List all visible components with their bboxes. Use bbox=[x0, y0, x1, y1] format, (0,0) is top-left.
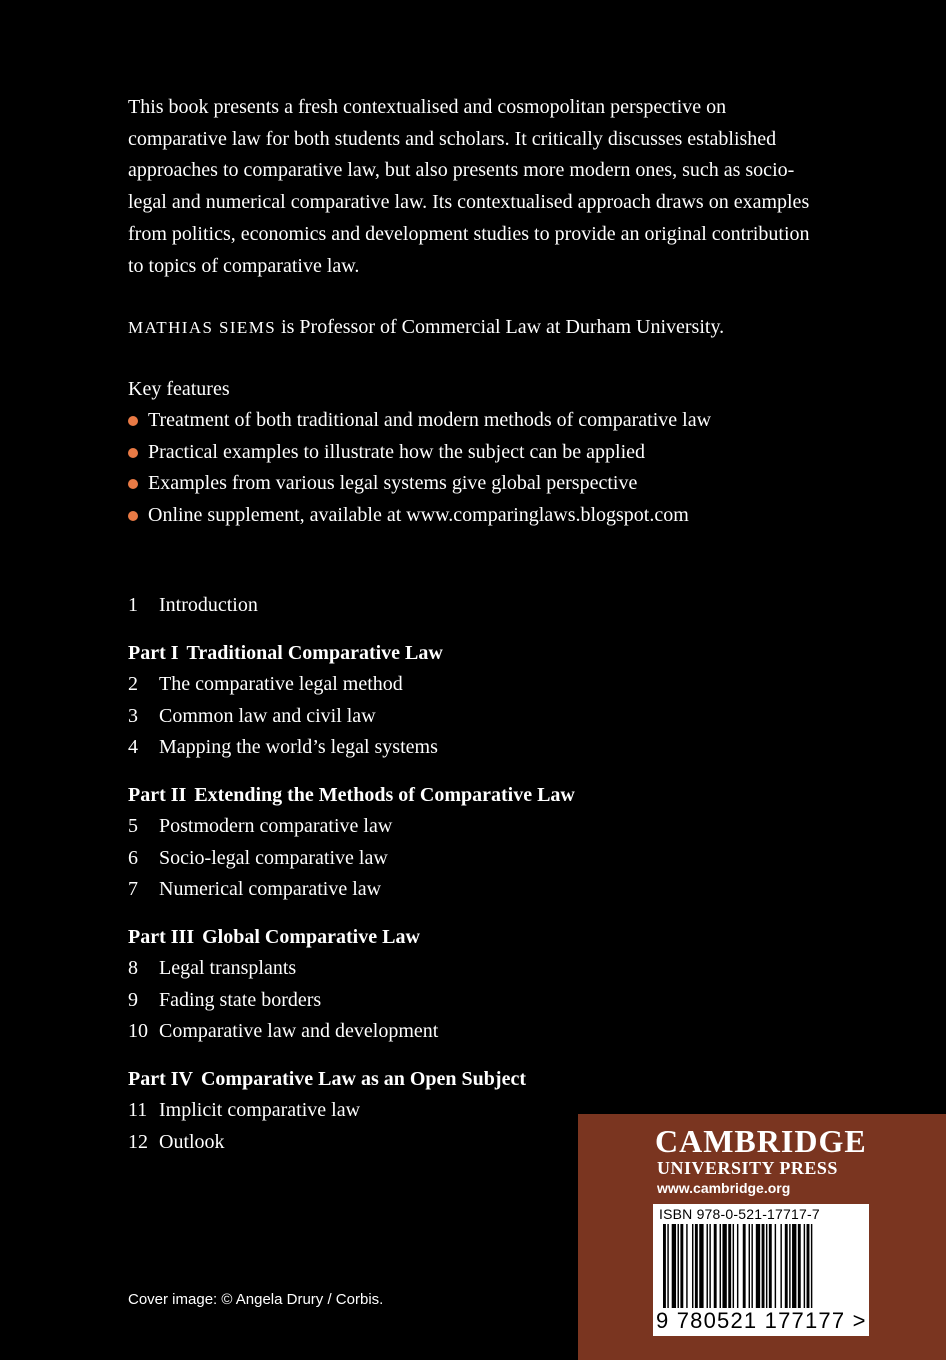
part-title: Extending the Methods of Comparative Law bbox=[194, 783, 575, 806]
chapter-number: 3 bbox=[128, 704, 138, 727]
barcode-bar bbox=[680, 1224, 683, 1308]
chapter-title: Numerical comparative law bbox=[159, 878, 382, 900]
barcode-bar bbox=[722, 1224, 726, 1308]
feature-item-text: Online supplement, available at www.comparinglaws.blogspot.com bbox=[148, 503, 689, 526]
publisher-subtitle: UNIVERSITY PRESS bbox=[657, 1158, 838, 1178]
toc-chapter bbox=[128, 874, 575, 906]
barcode-bar bbox=[749, 1224, 750, 1308]
feature-item bbox=[128, 437, 711, 469]
barcode-bar bbox=[811, 1224, 812, 1308]
barcode-bar bbox=[792, 1224, 796, 1308]
barcode-bar bbox=[762, 1224, 765, 1308]
barcode-bar bbox=[780, 1224, 781, 1308]
chapter-title: Legal transplants bbox=[159, 957, 297, 979]
toc-chapter bbox=[128, 985, 575, 1017]
publisher-logo-text: CAMBRIDGE bbox=[655, 1123, 867, 1159]
chapter-number: 9 bbox=[128, 988, 138, 1011]
toc-chapter bbox=[128, 1127, 575, 1159]
isbn-number: ISBN 978-0-521-17717-7 bbox=[659, 1206, 820, 1222]
part-title: Traditional Comparative Law bbox=[186, 641, 443, 664]
chapter-number: 12 bbox=[128, 1130, 148, 1153]
barcode-bar bbox=[785, 1224, 788, 1308]
part-number: Part I bbox=[128, 641, 179, 664]
barcode-bar bbox=[798, 1224, 801, 1308]
feature-item-text: Treatment of both traditional and modern methods of comparative law bbox=[148, 409, 712, 431]
chapter-number: 11 bbox=[128, 1099, 148, 1121]
barcode-bar bbox=[766, 1224, 767, 1308]
barcode-bar bbox=[728, 1224, 731, 1308]
chapter-title: Introduction bbox=[159, 594, 258, 616]
toc-part-heading bbox=[128, 922, 575, 954]
barcode-panel bbox=[653, 1204, 869, 1336]
author-bio-text: is Professor of Commercial Law at Durham University. bbox=[276, 316, 725, 338]
barcode-bar bbox=[709, 1224, 710, 1308]
chapter-title: Socio-legal comparative law bbox=[159, 846, 388, 869]
chapter-title: Postmodern comparative law bbox=[159, 815, 393, 837]
barcode-bar bbox=[686, 1224, 687, 1308]
chapter-title: Common law and civil law bbox=[159, 704, 376, 727]
toc-chapter bbox=[128, 701, 575, 733]
barcode-bar bbox=[737, 1224, 738, 1308]
bullet-icon bbox=[128, 511, 138, 521]
blurb-text: This book presents a fresh contextualised and cosmopolitan perspective on comparative law for both students and scholars. It critically discusses established approaches to comparative law, but also presents more modern ones, such as socio-legal and numerical comparative law. Its contextualised approach draws on examples from politics, economics and development studies to provide an original contribution to topics of comparative law. bbox=[128, 96, 810, 277]
chapter-number: 6 bbox=[128, 846, 138, 869]
publisher-box bbox=[578, 1114, 946, 1360]
toc-chapter bbox=[128, 590, 575, 622]
barcode-bar bbox=[720, 1224, 721, 1308]
barcode-bar bbox=[663, 1224, 666, 1308]
barcode-bar bbox=[751, 1224, 752, 1308]
barcode-icon bbox=[661, 1224, 861, 1308]
part-number: Part II bbox=[128, 783, 187, 806]
author-bio bbox=[128, 312, 724, 343]
barcode-bar bbox=[707, 1224, 708, 1308]
barcode-bar bbox=[789, 1224, 790, 1308]
chapter-title: Implicit comparative law bbox=[159, 1099, 361, 1121]
key-features-heading: Key features bbox=[128, 378, 230, 400]
toc-chapter bbox=[128, 1095, 575, 1127]
toc-part-heading bbox=[128, 1064, 575, 1096]
barcode-bar bbox=[692, 1224, 693, 1308]
feature-item-text: Practical examples to illustrate how the subject can be applied bbox=[148, 440, 646, 463]
toc-chapter bbox=[128, 1016, 575, 1048]
barcode-digits: 9 780521 177177 > bbox=[656, 1308, 867, 1333]
part-title: Global Comparative Law bbox=[202, 925, 420, 948]
feature-item bbox=[128, 500, 711, 532]
publisher-url: www.cambridge.org bbox=[657, 1180, 791, 1196]
feature-item bbox=[128, 468, 711, 500]
toc-chapter bbox=[128, 843, 575, 875]
chapter-title: Fading state borders bbox=[159, 988, 322, 1011]
barcode-bar bbox=[756, 1224, 760, 1308]
barcode-bar bbox=[695, 1224, 698, 1308]
chapter-number: 7 bbox=[128, 878, 138, 900]
chapter-title: Outlook bbox=[159, 1130, 225, 1153]
barcode-bar bbox=[804, 1224, 805, 1308]
barcode-bar bbox=[775, 1224, 776, 1308]
cover-image-credit: Cover image: © Angela Drury / Corbis. bbox=[128, 1291, 384, 1308]
chapter-number: 10 bbox=[128, 1020, 148, 1042]
toc-chapter bbox=[128, 669, 575, 701]
chapter-number: 8 bbox=[128, 957, 138, 979]
chapter-title: The comparative legal method bbox=[159, 673, 403, 695]
chapter-number: 1 bbox=[128, 594, 138, 616]
toc-part-heading bbox=[128, 638, 575, 670]
barcode-bar bbox=[807, 1224, 810, 1308]
barcode-bar bbox=[699, 1224, 703, 1308]
chapter-title: Mapping the world’s legal systems bbox=[159, 736, 438, 758]
chapter-title: Comparative law and development bbox=[159, 1020, 439, 1042]
barcode-bar bbox=[678, 1224, 679, 1308]
feature-item bbox=[128, 405, 711, 437]
part-number: Part IV bbox=[128, 1067, 193, 1090]
part-title: Comparative Law as an Open Subject bbox=[200, 1067, 526, 1090]
chapter-number: 4 bbox=[128, 736, 138, 758]
author-name: MATHIAS SIEMS bbox=[128, 318, 277, 337]
feature-item-text: Examples from various legal systems give global perspective bbox=[148, 472, 638, 494]
toc-chapter bbox=[128, 953, 575, 985]
toc-chapter bbox=[128, 811, 575, 843]
barcode-bar bbox=[733, 1224, 734, 1308]
toc-chapter bbox=[128, 732, 575, 764]
bullet-icon bbox=[128, 416, 138, 426]
part-number: Part III bbox=[128, 925, 195, 948]
bullet-icon bbox=[128, 479, 138, 489]
key-features-list bbox=[128, 405, 711, 531]
barcode-bar bbox=[667, 1224, 668, 1308]
barcode-bar bbox=[714, 1224, 717, 1308]
chapter-number: 5 bbox=[128, 815, 138, 837]
key-features bbox=[128, 374, 711, 531]
bullet-icon bbox=[128, 448, 138, 458]
table-of-contents bbox=[128, 590, 575, 1158]
toc-part-heading bbox=[128, 780, 575, 812]
barcode-bar bbox=[769, 1224, 772, 1308]
barcode-bar bbox=[743, 1224, 746, 1308]
chapter-number: 2 bbox=[128, 673, 138, 695]
barcode-bar bbox=[672, 1224, 676, 1308]
